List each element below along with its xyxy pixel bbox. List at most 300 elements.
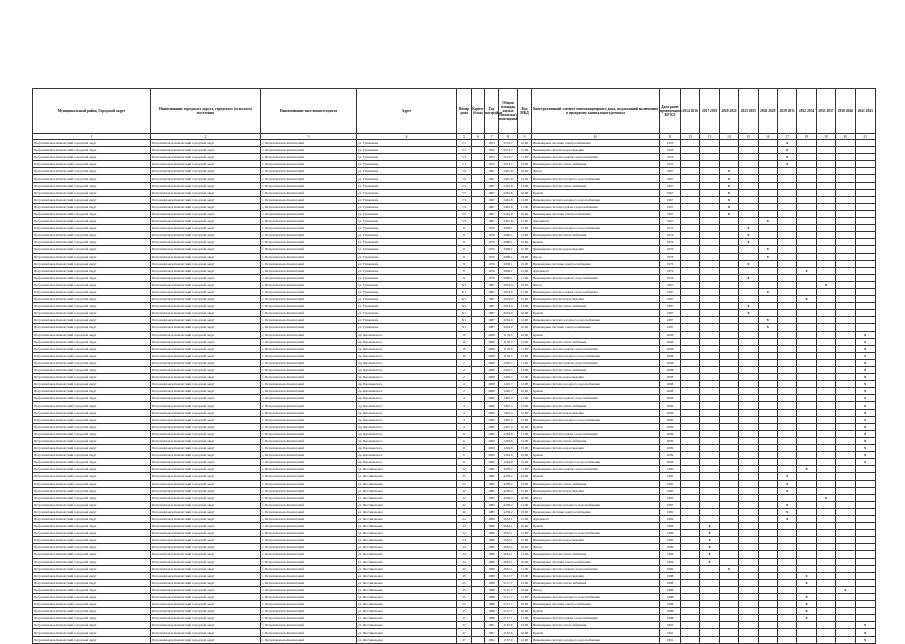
table-cell [472, 196, 485, 203]
schedule-cell [681, 622, 700, 629]
table-cell: Петропавловск-Камчатский городской округ [33, 352, 151, 359]
table-cell: Крыша [532, 239, 660, 246]
table-cell: 1987 [485, 324, 499, 331]
schedule-cell [816, 274, 835, 281]
table-cell: 2052,1 [499, 537, 518, 544]
table-cell: ул. Фестивальная [357, 530, 457, 537]
schedule-cell [719, 494, 738, 501]
schedule-cell [681, 352, 700, 359]
table-cell [472, 359, 485, 366]
table-cell [472, 452, 485, 459]
schedule-cell [758, 189, 777, 196]
column-header: 2038 2040 [836, 89, 855, 134]
table-cell: 11,00 [518, 565, 532, 572]
schedule-cell: x [719, 182, 738, 189]
schedule-cell [855, 473, 875, 480]
schedule-cell [700, 317, 719, 324]
schedule-cell [719, 331, 738, 338]
table-cell: ул. Фестивальная [357, 508, 457, 515]
column-header: 2041 2043 [855, 89, 875, 134]
schedule-cell: x [797, 579, 816, 586]
table-cell: 1969 [485, 551, 499, 558]
schedule-cell [719, 402, 738, 409]
table-cell: Петропавловск-Камчатский городской округ [151, 558, 261, 565]
table-cell [472, 182, 485, 189]
table-cell [472, 466, 485, 473]
table-cell: Петропавловск-Камчатский городской округ [151, 388, 261, 395]
table-cell: г. Петропавловск-Камчатский [261, 281, 357, 288]
table-cell: 1985 [485, 466, 499, 473]
table-cell: 4238,2 [499, 466, 518, 473]
table-cell: 1407,4 [499, 402, 518, 409]
schedule-cell [758, 303, 777, 310]
table-cell [472, 175, 485, 182]
schedule-cell [681, 175, 700, 182]
table-cell: 22,00 [518, 331, 532, 338]
table-cell: 22,00 [518, 523, 532, 530]
table-cell: 15,00 [518, 572, 532, 579]
table-cell: г. Петропавловск-Камчатский [261, 196, 357, 203]
table-cell: Петропавловск-Камчатский городской округ [151, 367, 261, 374]
schedule-cell [700, 586, 719, 593]
table-cell: г. Петропавловск-Камчатский [261, 352, 357, 359]
column-number: 18 [797, 134, 816, 140]
table-cell: г. Петропавловск-Камчатский [261, 232, 357, 239]
table-row [33, 210, 876, 217]
schedule-cell [758, 203, 777, 210]
table-cell: 1988 [485, 579, 499, 586]
table-cell: Петропавловск-Камчатский городской округ [33, 395, 151, 402]
table-cell: Петропавловск-Камчатский городской округ [33, 182, 151, 189]
table-cell: г. Петропавловск-Камчатский [261, 395, 357, 402]
schedule-cell [739, 359, 758, 366]
table-cell: 15,00 [518, 246, 532, 253]
schedule-cell [836, 210, 855, 217]
schedule-cell [700, 182, 719, 189]
schedule-cell [836, 416, 855, 423]
table-cell: 1985 [485, 508, 499, 515]
table-cell: 2009 [485, 430, 499, 437]
table-cell: 4238,2 [499, 480, 518, 487]
schedule-cell [816, 636, 835, 643]
table-cell [472, 515, 485, 522]
schedule-cell [816, 359, 835, 366]
table-cell: Петропавловск-Камчатский городской округ [151, 168, 261, 175]
schedule-cell [797, 629, 816, 636]
schedule-cell [739, 374, 758, 381]
schedule-cell [836, 629, 855, 636]
table-cell: г. Петропавловск-Камчатский [261, 296, 357, 303]
schedule-cell [739, 452, 758, 459]
table-cell: 25 [457, 586, 472, 593]
schedule-cell [816, 629, 835, 636]
schedule-cell [777, 459, 796, 466]
schedule-cell [816, 168, 835, 175]
table-cell: 8 [457, 239, 472, 246]
table-cell: Инженерная система водоотведения [532, 374, 660, 381]
table-cell: г. Петропавловск-Камчатский [261, 544, 357, 551]
schedule-cell [836, 317, 855, 324]
schedule-cell [797, 203, 816, 210]
table-cell: 21,00 [518, 267, 532, 274]
table-cell: пр. Циолковского [357, 423, 457, 430]
schedule-cell [855, 466, 875, 473]
table-cell: г. Петропавловск-Камчатский [261, 225, 357, 232]
table-cell: г. Петропавловск-Камчатский [261, 494, 357, 501]
table-cell: Петропавловск-Камчатский городской округ [33, 402, 151, 409]
table-cell: 2461,8 [499, 218, 518, 225]
table-cell: 6 [457, 452, 472, 459]
schedule-cell [777, 523, 796, 530]
table-cell: 22 [457, 466, 472, 473]
table-cell: 2574,7 [499, 140, 518, 147]
table-cell: Петропавловск-Камчатский городской округ [33, 154, 151, 161]
schedule-cell [758, 622, 777, 629]
table-cell: 2008 [485, 352, 499, 359]
table-cell: Инженерная система горячего водоснабжения [532, 274, 660, 281]
table-cell: г. Петропавловск-Камчатский [261, 480, 357, 487]
schedule-cell [739, 416, 758, 423]
table-cell: 2008 [660, 381, 681, 388]
schedule-cell [758, 239, 777, 246]
table-cell: г. Петропавловск-Камчатский [261, 267, 357, 274]
schedule-cell: x [777, 147, 796, 154]
schedule-cell [855, 161, 875, 168]
schedule-cell [758, 636, 777, 643]
table-row [33, 381, 876, 388]
schedule-cell [739, 267, 758, 274]
table-cell: 1991 [660, 622, 681, 629]
table-cell: 22,00 [518, 189, 532, 196]
column-header: Код МКД [518, 89, 532, 134]
table-cell: 8 [457, 260, 472, 267]
table-cell [472, 551, 485, 558]
schedule-cell [816, 232, 835, 239]
table-cell: 1985 [485, 487, 499, 494]
schedule-cell [758, 182, 777, 189]
column-header: 2032 2034 [797, 89, 816, 134]
table-cell: 1988 [485, 601, 499, 608]
table-cell: ул. Тушканова [357, 246, 457, 253]
table-cell: Инженерные системы электроснабжения [532, 324, 660, 331]
schedule-cell [797, 310, 816, 317]
table-cell: 1988 [660, 608, 681, 615]
table-row [33, 544, 876, 551]
schedule-cell: x [855, 423, 875, 430]
table-cell: Инженерная система теплоснабжения [532, 480, 660, 487]
schedule-cell [855, 317, 875, 324]
table-cell: Петропавловск-Камчатский городской округ [33, 586, 151, 593]
table-cell: Инженерная система водоотведения [532, 147, 660, 154]
table-cell: 1967 [485, 168, 499, 175]
schedule-cell [719, 317, 738, 324]
table-cell: Петропавловск-Камчатский городской округ [33, 161, 151, 168]
schedule-cell [681, 196, 700, 203]
schedule-cell [855, 615, 875, 622]
schedule-cell [700, 352, 719, 359]
schedule-cell [700, 232, 719, 239]
schedule-cell [739, 331, 758, 338]
schedule-cell [816, 537, 835, 544]
table-cell: 10,00 [518, 508, 532, 515]
schedule-cell [816, 466, 835, 473]
schedule-cell [777, 537, 796, 544]
table-cell [472, 423, 485, 430]
table-cell: 2052,1 [499, 515, 518, 522]
schedule-cell [816, 551, 835, 558]
schedule-cell [777, 594, 796, 601]
schedule-cell [797, 409, 816, 416]
table-cell: 1991 [485, 622, 499, 629]
table-cell: 1953 [485, 161, 499, 168]
table-row [33, 154, 876, 161]
schedule-cell [681, 558, 700, 565]
schedule-cell: x [855, 338, 875, 345]
schedule-cell [681, 501, 700, 508]
column-number: 14 [719, 134, 738, 140]
table-cell: г. Петропавловск-Камчатский [261, 579, 357, 586]
schedule-cell [777, 175, 796, 182]
table-cell [472, 594, 485, 601]
table-cell: ул. Тушканова [357, 281, 457, 288]
table-cell: 1988 [660, 586, 681, 593]
table-cell: Инженерная система холодного водоснабжения [532, 196, 660, 203]
table-cell: 1988 [485, 586, 499, 593]
schedule-cell [719, 324, 738, 331]
schedule-cell [816, 161, 835, 168]
table-cell: 5117,7 [499, 594, 518, 601]
schedule-cell [836, 594, 855, 601]
schedule-cell [777, 324, 796, 331]
table-cell: 1969 [485, 544, 499, 551]
schedule-cell [739, 565, 758, 572]
schedule-cell [797, 338, 816, 345]
schedule-cell [681, 140, 700, 147]
table-cell: 1967 [660, 196, 681, 203]
schedule-cell [739, 572, 758, 579]
schedule-cell [855, 218, 875, 225]
schedule-cell [777, 260, 796, 267]
table-cell: 1969 [485, 537, 499, 544]
column-header: Номер дома [457, 89, 472, 134]
table-cell: Крыша [532, 331, 660, 338]
table-row [33, 324, 876, 331]
schedule-cell [816, 140, 835, 147]
schedule-cell [681, 310, 700, 317]
table-cell: 11,00 [518, 154, 532, 161]
column-number: 21 [855, 134, 875, 140]
schedule-cell: x [739, 239, 758, 246]
table-cell [472, 508, 485, 515]
table-cell: Петропавловск-Камчатский городской округ [33, 310, 151, 317]
table-cell: 2034,9 [499, 310, 518, 317]
table-cell: 22 [457, 494, 472, 501]
table-cell: 1969 [660, 551, 681, 558]
table-cell: г. Петропавловск-Камчатский [261, 374, 357, 381]
column-header: 2020 2022 [719, 89, 738, 134]
table-cell: 1967 [485, 182, 499, 189]
table-row [33, 203, 876, 210]
table-cell: г. Петропавловск-Камчатский [261, 551, 357, 558]
schedule-cell [758, 409, 777, 416]
table-cell: 2098,1 [499, 239, 518, 246]
schedule-cell [816, 147, 835, 154]
schedule-cell [681, 572, 700, 579]
table-cell: Фасад [532, 168, 660, 175]
table-cell: 1176,5 [499, 352, 518, 359]
schedule-cell [758, 537, 777, 544]
schedule-cell [836, 544, 855, 551]
table-cell: 1987 [660, 324, 681, 331]
schedule-cell [836, 452, 855, 459]
table-row [33, 374, 876, 381]
table-cell: Петропавловск-Камчатский городской округ [151, 430, 261, 437]
column-header: 2023 2025 [739, 89, 758, 134]
schedule-cell [739, 203, 758, 210]
schedule-cell [797, 168, 816, 175]
table-cell: 15,00 [518, 487, 532, 494]
table-row [33, 487, 876, 494]
schedule-cell [836, 154, 855, 161]
schedule-cell [758, 523, 777, 530]
table-cell: Петропавловск-Камчатский городской округ [33, 608, 151, 615]
schedule-cell [719, 388, 738, 395]
table-cell: 7/2 [457, 203, 472, 210]
schedule-cell [816, 352, 835, 359]
schedule-cell [777, 253, 796, 260]
table-cell [472, 147, 485, 154]
schedule-cell [719, 629, 738, 636]
table-cell: 1987 [660, 281, 681, 288]
table-cell: 1985 [660, 466, 681, 473]
table-cell: Петропавловск-Камчатский городской округ [33, 409, 151, 416]
schedule-cell [700, 140, 719, 147]
table-row [33, 586, 876, 593]
schedule-cell [739, 636, 758, 643]
table-cell: 1988 [660, 615, 681, 622]
schedule-cell [836, 395, 855, 402]
schedule-cell [700, 629, 719, 636]
schedule-cell [836, 558, 855, 565]
table-cell: 1969 [485, 515, 499, 522]
column-header: 2035 2037 [816, 89, 835, 134]
schedule-cell [719, 218, 738, 225]
schedule-cell [816, 622, 835, 629]
table-cell: 1988 [660, 594, 681, 601]
schedule-cell [700, 168, 719, 175]
table-cell: 24 [457, 530, 472, 537]
schedule-cell: x [855, 367, 875, 374]
schedule-cell [797, 147, 816, 154]
schedule-cell [681, 430, 700, 437]
schedule-cell [719, 281, 738, 288]
schedule-cell [777, 296, 796, 303]
table-cell: 2574,7 [499, 147, 518, 154]
schedule-cell [855, 508, 875, 515]
schedule-cell: x [855, 430, 875, 437]
table-cell: ул. Тушканова [357, 210, 457, 217]
table-cell: ул. Тушканова [357, 267, 457, 274]
table-cell: Инженерная система теплоснабжения [532, 551, 660, 558]
schedule-cell [758, 359, 777, 366]
schedule-cell [797, 586, 816, 593]
table-row [33, 636, 876, 643]
schedule-cell [797, 416, 816, 423]
schedule-cell [681, 544, 700, 551]
table-cell: г. Петропавловск-Камчатский [261, 466, 357, 473]
schedule-cell [836, 388, 855, 395]
table-cell: Инженерная система горячего водоснабжения [532, 288, 660, 295]
schedule-cell [719, 338, 738, 345]
table-row [33, 579, 876, 586]
schedule-cell [758, 466, 777, 473]
table-cell: 2009 [485, 452, 499, 459]
schedule-cell [739, 196, 758, 203]
schedule-cell [836, 331, 855, 338]
table-cell [472, 537, 485, 544]
table-row [33, 608, 876, 615]
schedule-cell [836, 182, 855, 189]
schedule-cell [836, 147, 855, 154]
table-cell: 1967 [660, 218, 681, 225]
table-cell: ул. Фестивальная [357, 494, 457, 501]
table-cell: Петропавловск-Камчатский городской округ [151, 161, 261, 168]
table-cell: 1953 [660, 147, 681, 154]
table-cell: Инженерные системы электроснабжения [532, 508, 660, 515]
table-cell: 7/2 [457, 196, 472, 203]
table-cell: Петропавловск-Камчатский городской округ [33, 253, 151, 260]
schedule-cell [777, 494, 796, 501]
table-cell: 6 [457, 459, 472, 466]
schedule-cell [797, 161, 816, 168]
schedule-cell [836, 239, 855, 246]
table-cell: Петропавловск-Камчатский городской округ [33, 523, 151, 530]
table-cell: г. Петропавловск-Камчатский [261, 459, 357, 466]
schedule-cell: x [855, 409, 875, 416]
table-cell: 2009 [485, 423, 499, 430]
table-cell: 12,00 [518, 594, 532, 601]
schedule-cell [681, 445, 700, 452]
table-cell: Петропавловск-Камчатский городской округ [151, 423, 261, 430]
column-number: 15 [739, 134, 758, 140]
schedule-cell [797, 218, 816, 225]
table-row [33, 466, 876, 473]
schedule-cell [739, 423, 758, 430]
table-cell [472, 579, 485, 586]
table-cell: 1988 [485, 594, 499, 601]
schedule-cell [739, 601, 758, 608]
schedule-cell [758, 274, 777, 281]
table-cell: 8 [457, 274, 472, 281]
table-cell: Инженерная система водоотведения [532, 445, 660, 452]
schedule-cell [700, 615, 719, 622]
schedule-cell [739, 501, 758, 508]
schedule-cell [681, 239, 700, 246]
table-cell: 4238,2 [499, 494, 518, 501]
table-cell: Крыша [532, 608, 660, 615]
schedule-cell [836, 466, 855, 473]
table-cell: 8/1 [457, 303, 472, 310]
table-cell: 22,00 [518, 239, 532, 246]
table-cell: Инженерная система холодного водоснабжения [532, 317, 660, 324]
table-cell: 2008 [660, 338, 681, 345]
table-cell: 2 [457, 359, 472, 366]
table-cell: 19,00 [518, 253, 532, 260]
table-cell: Петропавловск-Камчатский городской округ [151, 303, 261, 310]
table-cell: 25 [457, 579, 472, 586]
schedule-cell [758, 437, 777, 444]
table-cell: 1176,5 [499, 338, 518, 345]
